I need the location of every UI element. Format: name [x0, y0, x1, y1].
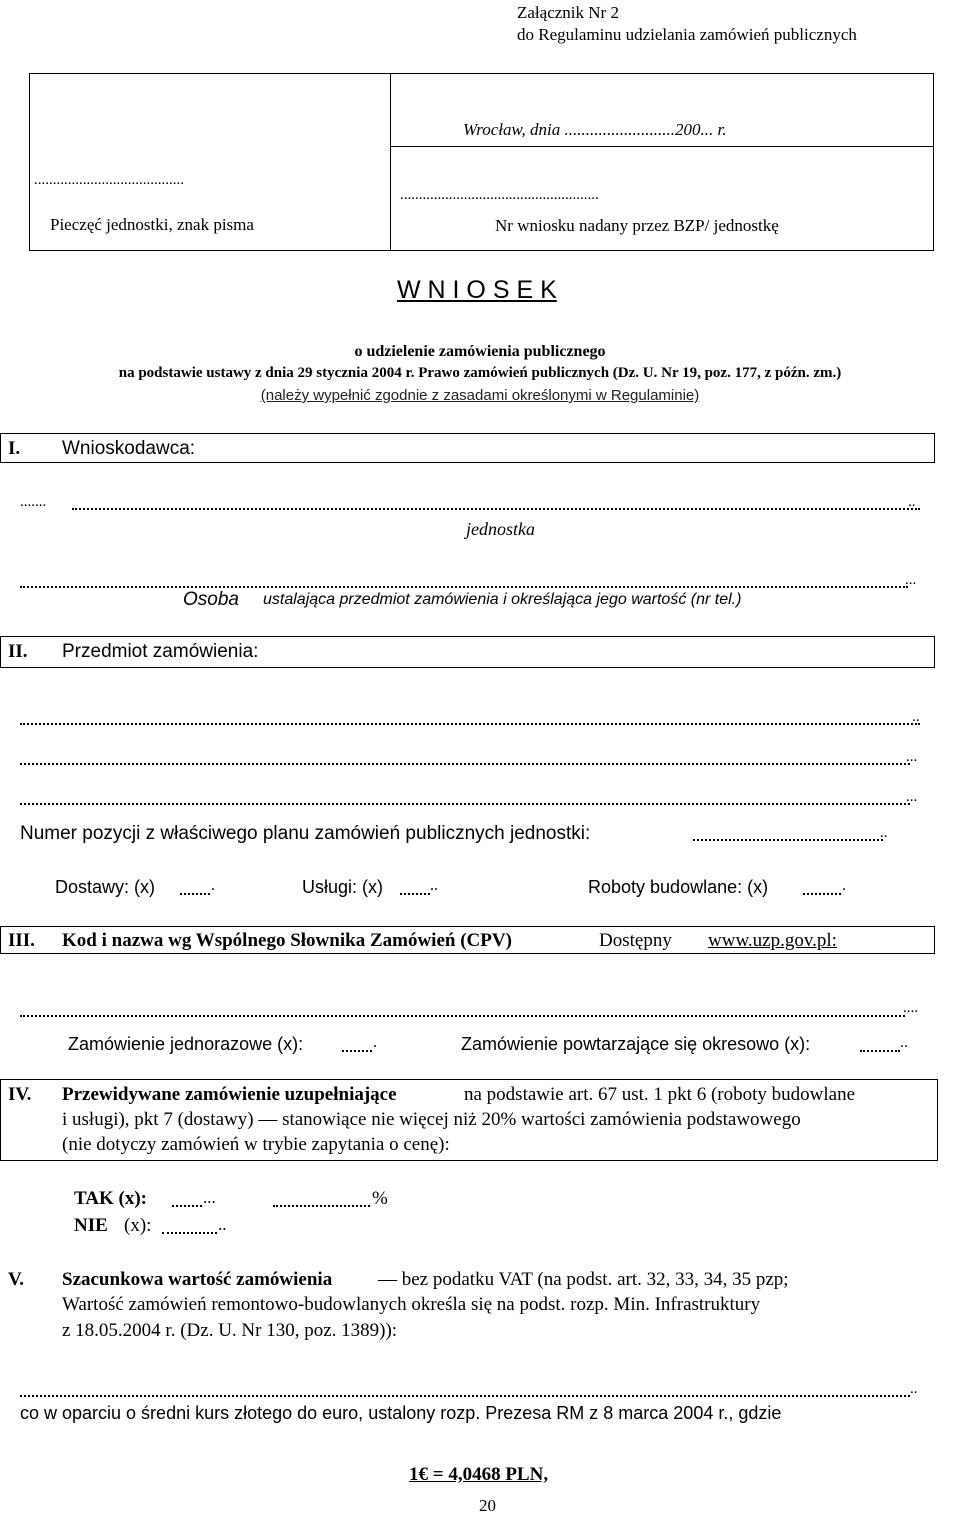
works-label: Roboty budowlane: (x) — [588, 877, 769, 897]
applicant-person-line — [20, 586, 908, 588]
no-label: NIE — [74, 1215, 108, 1236]
page-number: 20 — [479, 1496, 496, 1515]
services-label: Usługi: (x) — [302, 877, 384, 897]
section-5-title: Szacunkowa wartość zamówienia — [62, 1269, 333, 1290]
recurring-order-line — [860, 1050, 900, 1052]
cpv-code-end: .... — [903, 1000, 918, 1016]
plan-position-label: Numer pozycji z właściwego planu zamówień publicznych jednostki: — [20, 823, 591, 844]
no-line — [162, 1232, 217, 1234]
application-date: Wrocław, dnia ..........................200... r. — [463, 120, 727, 139]
recurring-order-label: Zamówienie powtarzające się okresowo (x): — [461, 1034, 811, 1054]
yes-line — [172, 1205, 202, 1207]
services-end: .. — [430, 877, 438, 894]
section-4-line-1-rest: na podstawie art. 67 ust. 1 pkt 6 (roboty budowlane — [464, 1084, 856, 1105]
section-4-number: IV. — [8, 1084, 32, 1105]
document-title: W N I O S E K — [397, 276, 557, 304]
works-line — [803, 893, 841, 895]
stamp-dots-right: ..................................................... — [400, 187, 599, 203]
yes-label: TAK (x): — [74, 1188, 147, 1209]
stamp-label-left: Pieczęć jednostki, znak pisma — [50, 215, 254, 234]
title-subtitle-2: na podstawie ustawy z dnia 29 stycznia 2004 r. Prawo zamówień publicznych (Dz. U. Nr 19, poz. 177, z późn. zm.) — [118, 365, 842, 381]
section-2-title: Przedmiot zamówienia: — [62, 641, 259, 662]
header-line-2: do Regulaminu udzielania zamówień publicznych — [517, 25, 857, 44]
subject-line-1 — [20, 723, 920, 725]
section-5-line-2: Wartość zamówień remontowo-budowlanych określa się na podst. rozp. Min. Infrastruktury — [62, 1294, 761, 1315]
subject-line-2-end: ... — [906, 749, 918, 765]
yes-percent-line — [273, 1205, 370, 1207]
exchange-rate-line: co w oparciu o średni kurs złotego do euro, ustalony rozp. Prezesa RM z 8 marca 2004 r., gdzie — [20, 1403, 782, 1423]
services-line — [400, 893, 430, 895]
plan-position-end: .. — [880, 825, 888, 841]
estimated-value-end: .. — [910, 1381, 918, 1397]
section-5-number: V. — [8, 1269, 25, 1290]
applicant-dots-end: .. — [908, 494, 916, 510]
works-end: . — [842, 877, 846, 894]
one-time-order-end: . — [373, 1034, 377, 1051]
estimated-value-line — [20, 1395, 910, 1397]
applicant-person-dots-end: ... — [905, 572, 917, 588]
cpv-code-line — [20, 1015, 905, 1017]
supplies-label: Dostawy: (x) — [55, 877, 156, 897]
one-time-order-line — [342, 1050, 372, 1052]
plan-position-line — [693, 839, 883, 841]
section-4-line-3: (nie dotyczy zamówień w trybie zapytania o cenę): — [62, 1134, 450, 1155]
recurring-order-end: .. — [900, 1034, 908, 1051]
section-1-number: I. — [8, 438, 21, 459]
subject-line-3-end: ... — [906, 789, 918, 805]
header-line-1: Załącznik Nr 2 — [517, 3, 619, 22]
title-subtitle-1: o udzielenie zamówienia publicznego — [354, 343, 606, 360]
section-4-title: Przewidywane zamówienie uzupełniające — [62, 1084, 397, 1105]
section-3-number: III. — [8, 930, 35, 951]
person-label-rest: ustalająca przedmiot zamówienia i określająca jego wartość (nr tel.) — [263, 591, 742, 608]
no-end: .. — [218, 1215, 227, 1234]
subject-line-2 — [20, 763, 910, 765]
section-1-title: Wnioskodawca: — [62, 438, 196, 459]
cpv-url-link[interactable]: www.uzp.gov.pl: — [708, 930, 837, 951]
subject-line-3 — [20, 803, 910, 805]
section-5-line-1-rest: — bez podatku VAT (na podst. art. 32, 33, 34, 35 pzp; — [378, 1269, 789, 1290]
one-time-order-label: Zamówienie jednorazowe (x): — [68, 1034, 304, 1054]
title-note: (należy wypełnić zgodnie z zasadami określonymi w Regulaminie) — [260, 387, 700, 404]
stamp-label-right: Nr wniosku nadany przez BZP/ jednostkę — [495, 216, 779, 235]
subject-line-1-end: .. — [912, 709, 920, 725]
exchange-rate-value: 1€ = 4,0468 PLN, — [409, 1464, 549, 1485]
section-5-line-3: z 18.05.2004 r. (Dz. U. Nr 130, poz. 1389)): — [62, 1320, 398, 1341]
stamp-dots-left: ........................................ — [34, 172, 184, 188]
no-label-rest: (x): — [124, 1215, 152, 1236]
yes-dots: ... — [203, 1188, 216, 1207]
section-4-line-2: i usługi), pkt 7 (dostawy) — stanowiące nie więcej niż 20% wartości zamówienia podstawowego — [62, 1109, 801, 1130]
unit-label: jednostka — [466, 519, 535, 539]
cpv-available-label: Dostępny — [599, 930, 672, 951]
supplies-end: . — [211, 877, 215, 894]
applicant-unit-line — [72, 508, 920, 510]
applicant-dots-start: ....... — [20, 494, 47, 510]
person-label: Osoba — [183, 589, 239, 610]
section-3-title: Kod i nazwa wg Wspólnego Słownika Zamówień (CPV) — [62, 930, 512, 951]
section-2-number: II. — [8, 641, 28, 662]
supplies-line — [180, 893, 210, 895]
yes-percent: % — [372, 1188, 388, 1209]
